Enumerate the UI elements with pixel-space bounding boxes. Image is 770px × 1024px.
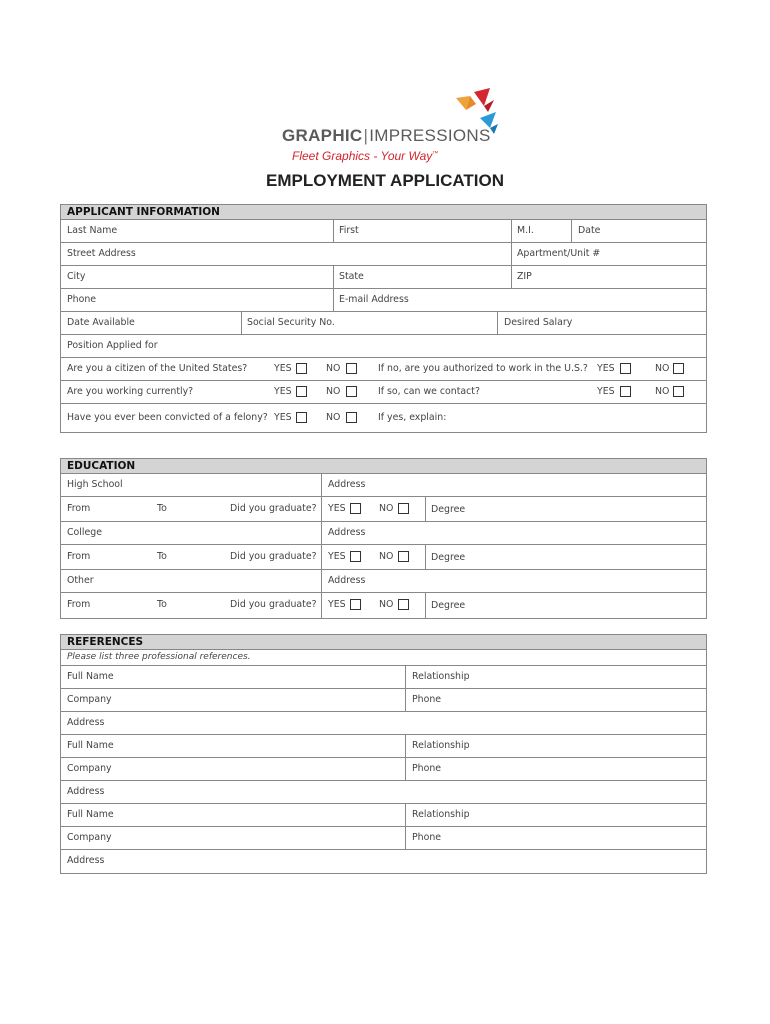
hs-graduate-no-checkbox[interactable] (398, 503, 409, 514)
field-label: Address (328, 575, 366, 586)
college-row (61, 522, 706, 545)
first-name-field[interactable] (333, 220, 511, 242)
position-applied-field[interactable] (61, 335, 706, 357)
graduate-question: Did you graduate? (230, 503, 317, 514)
reference-2-address-row (61, 781, 706, 804)
street-row (61, 243, 706, 266)
other-dates-row (61, 593, 706, 618)
city-field[interactable] (61, 266, 333, 288)
education-section (60, 458, 707, 619)
section-heading: APPLICANT INFORMATION (61, 205, 706, 220)
college-degree-field[interactable] (425, 545, 706, 569)
field-label: Social Security No. (247, 317, 335, 328)
field-label: Relationship (412, 671, 470, 682)
high-school-address-field[interactable] (321, 474, 706, 496)
field-label: Full Name (67, 809, 114, 820)
field-label: Desired Salary (504, 317, 573, 328)
ref1-address-field[interactable] (61, 712, 706, 734)
field-label: ZIP (517, 271, 532, 282)
reference-1-name-row (61, 666, 706, 689)
date-available-field[interactable] (61, 312, 241, 334)
field-label: E-mail Address (339, 294, 409, 305)
high-school-row (61, 474, 706, 497)
authorized-no-checkbox[interactable] (673, 363, 684, 374)
field-label: Degree (431, 600, 466, 611)
field-label: Full Name (67, 671, 114, 682)
citizen-no-checkbox[interactable] (346, 363, 357, 374)
ssn-field[interactable] (241, 312, 497, 334)
field-label: Date (578, 225, 601, 236)
high-school-dates-row (61, 497, 706, 522)
college-graduate-yes-checkbox[interactable] (350, 551, 361, 562)
field-label: Degree (431, 504, 466, 515)
explain-label: If yes, explain: (378, 412, 447, 423)
no-label: NO (326, 386, 341, 397)
felony-question: Have you ever been convicted of a felony? (67, 412, 268, 423)
ref2-company-field[interactable] (61, 758, 405, 780)
references-note-row (61, 650, 706, 666)
field-label: Phone (412, 832, 442, 843)
reference-1-company-row (61, 689, 706, 712)
ref2-full-name-field[interactable] (61, 735, 405, 757)
field-label: Position Applied for (67, 340, 158, 351)
field-label: Full Name (67, 740, 114, 751)
no-label: NO (379, 599, 394, 610)
ref1-full-name-field[interactable] (61, 666, 405, 688)
working-question: Are you working currently? (67, 386, 194, 397)
apartment-field[interactable] (511, 243, 706, 265)
no-label: NO (655, 363, 670, 374)
ref2-address-field[interactable] (61, 781, 706, 803)
felony-yes-checkbox[interactable] (296, 412, 307, 423)
authorized-yes-checkbox[interactable] (620, 363, 631, 374)
other-address-field[interactable] (321, 570, 706, 592)
field-label: Company (67, 763, 112, 774)
ref3-full-name-field[interactable] (61, 804, 405, 826)
field-label: Address (328, 527, 366, 538)
page-title: EMPLOYMENT APPLICATION (266, 171, 504, 190)
reference-1-address-row (61, 712, 706, 735)
felony-row (61, 404, 706, 432)
contact-row (61, 289, 706, 312)
authorized-question: If no, are you authorized to work in the U.S.? (378, 363, 588, 374)
to-label: To (157, 503, 167, 514)
field-label: Address (67, 786, 105, 797)
references-section (60, 634, 707, 874)
field-label: Apartment/Unit # (517, 248, 601, 259)
high-school-field[interactable] (61, 474, 321, 496)
field-label: Company (67, 832, 112, 843)
from-label: From (67, 599, 91, 610)
no-label: NO (379, 503, 394, 514)
contact-no-checkbox[interactable] (673, 386, 684, 397)
field-label: Address (67, 717, 105, 728)
section-heading: EDUCATION (61, 459, 706, 474)
zip-field[interactable] (511, 266, 706, 288)
availability-row (61, 312, 706, 335)
field-label: Relationship (412, 740, 470, 751)
ref3-company-field[interactable] (61, 827, 405, 849)
last-name-field[interactable] (61, 220, 333, 242)
field-label: Phone (67, 294, 97, 305)
yes-label: YES (328, 599, 346, 610)
company-logo (282, 88, 504, 168)
field-label: Relationship (412, 809, 470, 820)
graduate-choice (321, 593, 425, 618)
ref2-phone-field[interactable] (405, 758, 706, 780)
city-row (61, 266, 706, 289)
no-label: NO (326, 412, 341, 423)
other-school-field[interactable] (61, 570, 321, 592)
field-label: Last Name (67, 225, 118, 236)
graduate-question: Did you graduate? (230, 551, 317, 562)
field-label: Company (67, 694, 112, 705)
citizen-question: Are you a citizen of the United States? (67, 363, 248, 374)
ref3-address-field[interactable] (61, 850, 706, 873)
hs-degree-field[interactable] (425, 497, 706, 521)
field-label: Date Available (67, 317, 135, 328)
to-label: To (157, 599, 167, 610)
contact-question: If so, can we contact? (378, 386, 480, 397)
reference-2-name-row (61, 735, 706, 758)
field-label: College (67, 527, 102, 538)
no-label: NO (655, 386, 670, 397)
phone-field[interactable] (61, 289, 333, 311)
ref1-company-field[interactable] (61, 689, 405, 711)
field-label: Street Address (67, 248, 136, 259)
desired-salary-field[interactable] (497, 312, 706, 334)
field-label: Address (328, 479, 366, 490)
college-dates-row (61, 545, 706, 570)
citizen-yes-checkbox[interactable] (296, 363, 307, 374)
no-label: NO (379, 551, 394, 562)
reference-3-name-row (61, 804, 706, 827)
field-label: Other (67, 575, 94, 586)
email-field[interactable] (333, 289, 706, 311)
ref3-phone-field[interactable] (405, 827, 706, 849)
contact-yes-checkbox[interactable] (620, 386, 631, 397)
citizen-row (61, 358, 706, 381)
field-label: High School (67, 479, 123, 490)
yes-label: YES (597, 363, 615, 374)
other-degree-field[interactable] (425, 593, 706, 618)
yes-label: YES (328, 551, 346, 562)
graduate-choice (321, 545, 425, 569)
field-label: Phone (412, 763, 442, 774)
college-field[interactable] (61, 522, 321, 544)
date-field[interactable] (571, 220, 706, 242)
graduate-choice (321, 497, 425, 521)
section-heading: REFERENCES (61, 635, 706, 650)
field-label: First (339, 225, 359, 236)
logo-tagline: Fleet Graphics - Your Way™ (292, 149, 439, 163)
state-field[interactable] (333, 266, 511, 288)
yes-label: YES (274, 386, 292, 397)
middle-initial-field[interactable] (511, 220, 571, 242)
other-row (61, 570, 706, 593)
working-no-checkbox[interactable] (346, 386, 357, 397)
reference-3-address-row (61, 850, 706, 873)
field-label: Phone (412, 694, 442, 705)
field-label: Degree (431, 552, 466, 563)
other-graduate-no-checkbox[interactable] (398, 599, 409, 610)
no-label: NO (326, 363, 341, 374)
reference-3-company-row (61, 827, 706, 850)
college-address-field[interactable] (321, 522, 706, 544)
field-label: Address (67, 855, 105, 866)
applicant-information-section (60, 204, 707, 433)
ref1-phone-field[interactable] (405, 689, 706, 711)
yes-label: YES (274, 363, 292, 374)
graduate-question: Did you graduate? (230, 599, 317, 610)
yes-label: YES (328, 503, 346, 514)
name-row (61, 220, 706, 243)
logo-wordmark: GRAPHIC|IMPRESSIONS (282, 126, 491, 145)
reference-2-company-row (61, 758, 706, 781)
ref2-relationship-field[interactable] (405, 735, 706, 757)
hs-graduate-yes-checkbox[interactable] (350, 503, 361, 514)
position-row (61, 335, 706, 358)
field-label: City (67, 271, 86, 282)
college-graduate-no-checkbox[interactable] (398, 551, 409, 562)
ref1-relationship-field[interactable] (405, 666, 706, 688)
to-label: To (157, 551, 167, 562)
yes-label: YES (274, 412, 292, 423)
street-address-field[interactable] (61, 243, 511, 265)
other-graduate-yes-checkbox[interactable] (350, 599, 361, 610)
field-label: M.I. (517, 225, 534, 236)
field-label: State (339, 271, 364, 282)
from-label: From (67, 551, 91, 562)
working-yes-checkbox[interactable] (296, 386, 307, 397)
from-label: From (67, 503, 91, 514)
yes-label: YES (597, 386, 615, 397)
felony-no-checkbox[interactable] (346, 412, 357, 423)
references-note: Please list three professional references. (67, 652, 251, 662)
ref3-relationship-field[interactable] (405, 804, 706, 826)
working-row (61, 381, 706, 404)
